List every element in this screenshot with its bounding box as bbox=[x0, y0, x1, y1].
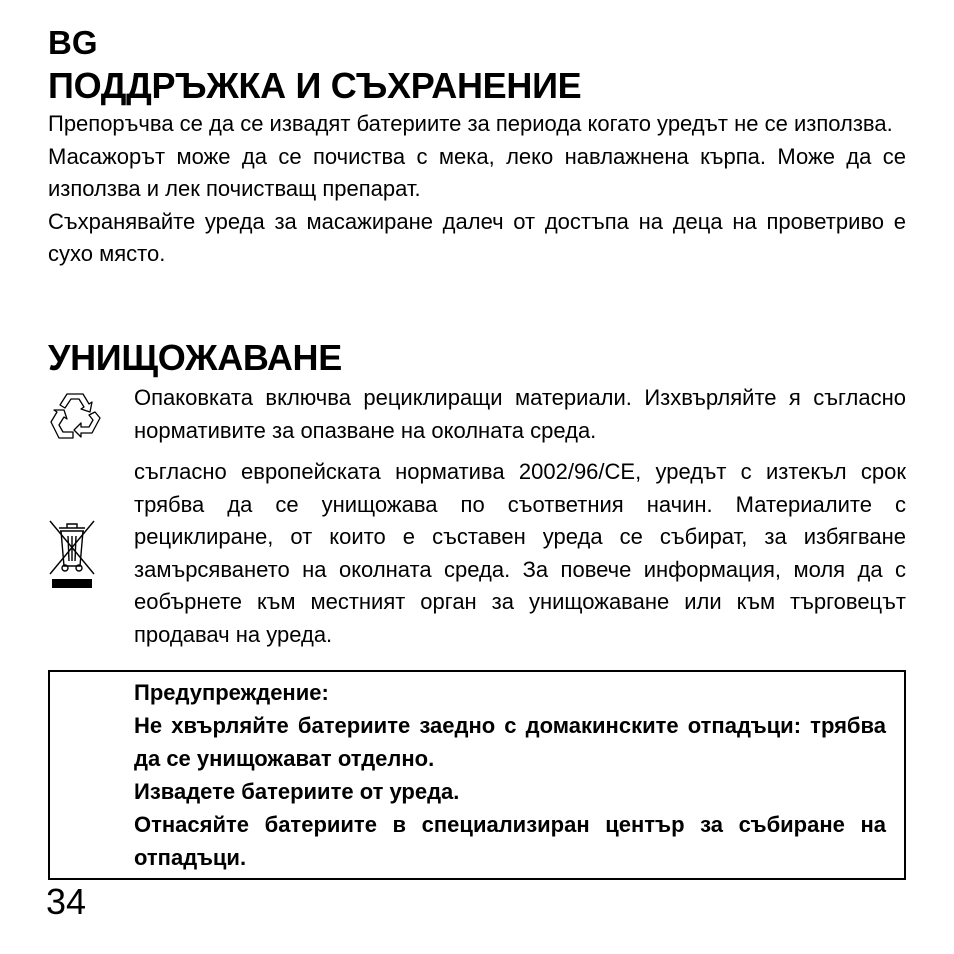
language-code: BG bbox=[48, 24, 98, 61]
page-number: 34 bbox=[46, 881, 87, 922]
warning-content bbox=[134, 676, 886, 874]
maintenance-paragraph: Масажорът може да се почиства с мека, леко навлажнена кърпа. Може да се използва и лек почистващ препарат. bbox=[48, 143, 906, 201]
warning-line: Извадете батериите от уреда. bbox=[134, 779, 460, 804]
recycle-icon bbox=[45, 388, 107, 446]
warning-line: Отнасяйте батериите в специализиран център за събиране на отпадъци. bbox=[134, 812, 886, 870]
weee-text: съгласно европейската норматива 2002/96/CE, уредът с изтекъл срок трябва да се унищожава по съответния начин. Материалите с рециклиране, от които е съставен уреда се събират, за избягване замърсяването на околната среда. За повече информация, моля да с еобърнете към местният орган за унищожаване или към търговецът продавач на уреда. bbox=[134, 459, 906, 647]
section-title-maintenance: ПОДДРЪЖКА И СЪХРАНЕНИЕ bbox=[48, 65, 582, 106]
warning-line: Не хвърляйте батериите заедно с домакинските отпадъци: трябва да се унищожават отделно. bbox=[134, 713, 886, 771]
maintenance-section bbox=[48, 108, 906, 271]
warning-label: Предупреждение: bbox=[134, 680, 329, 705]
section-title-disposal: УНИЩОЖАВАНЕ bbox=[48, 337, 342, 378]
maintenance-paragraph: Препоръчва се да се извадят батериите за периода когато уредът не се използва. bbox=[48, 111, 893, 136]
crossed-out-bin-icon bbox=[47, 518, 97, 590]
maintenance-paragraph: Съхранявайте уреда за масажиране далеч от достъпа на деца на проветриво е сухо място. bbox=[48, 208, 906, 266]
recycle-text: Опаковката включва рециклиращи материали. Изхвърляйте я съгласно нормативите за опазване на околната среда. bbox=[134, 385, 906, 443]
